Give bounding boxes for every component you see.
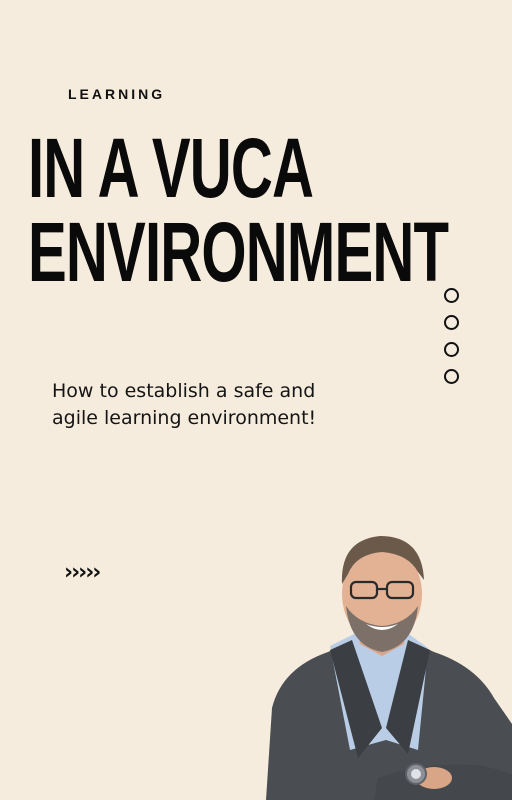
eyebrow-label: LEARNING (68, 86, 166, 102)
circle-icon (444, 369, 459, 384)
headline-line-1: IN A VUCA (28, 121, 314, 215)
circle-icon (444, 315, 459, 330)
decorative-circles (444, 288, 460, 396)
subtitle: How to establish a safe and agile learning environment! (52, 380, 317, 429)
circle-icon (444, 342, 459, 357)
headline-line-2: ENVIRONMENT (28, 205, 449, 299)
circle-icon (444, 288, 459, 303)
presenter-photo (258, 528, 512, 800)
headline (28, 121, 512, 299)
chevrons-right-icon: ››››› (64, 560, 100, 585)
